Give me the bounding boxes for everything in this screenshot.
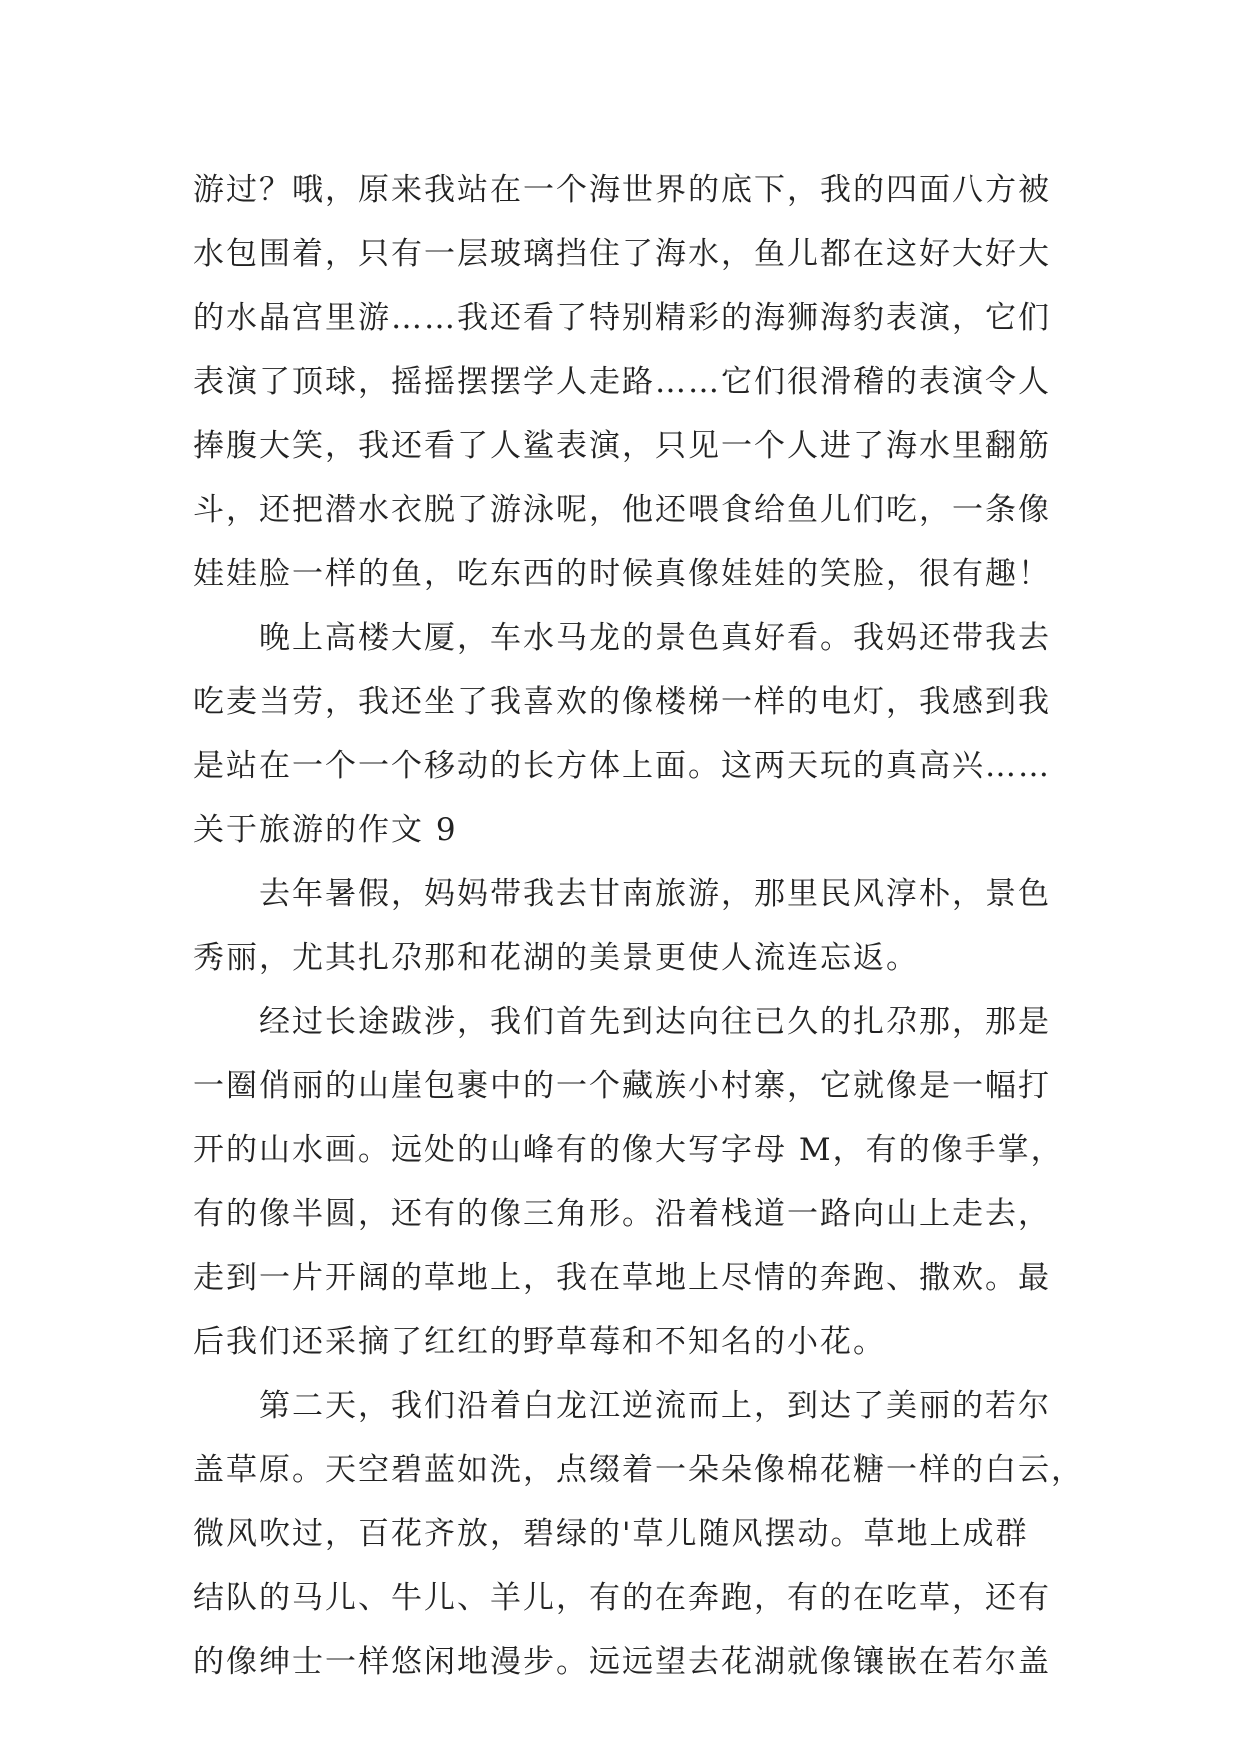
text-line: 游过？哦，原来我站在一个海世界的底下，我的四面八方被 [193, 172, 1051, 208]
text-line: 的水晶宫里游……我还看了特别精彩的海狮海豹表演，它们 [193, 300, 1051, 336]
text-line: 水包围着，只有一层玻璃挡住了海水，鱼儿都在这好大好大 [193, 236, 1051, 272]
text-line: 捧腹大笑，我还看了人鲨表演，只见一个人进了海水里翻筋 [193, 428, 1051, 464]
text-line: 微风吹过，百花齐放，碧绿的'草儿随风摆动。草地上成群 [193, 1516, 1029, 1552]
text-line: 晚上高楼大厦，车水马龙的景色真好看。我妈还带我去 [193, 620, 1051, 656]
text-line: 的像绅士一样悠闲地漫步。远远望去花湖就像镶嵌在若尔盖 [193, 1644, 1051, 1680]
text-line: 斗，还把潜水衣脱了游泳呢，他还喂食给鱼儿们吃，一条像 [193, 492, 1051, 528]
text-line: 表演了顶球，摇摇摆摆学人走路……它们很滑稽的表演令人 [193, 364, 1051, 400]
text-line: 开的山水画。远处的山峰有的像大写字母 M，有的像手掌， [193, 1132, 1064, 1168]
text-line: 一圈俏丽的山崖包裹中的一个藏族小村寨，它就像是一幅打 [193, 1068, 1051, 1104]
text-line: 后我们还采摘了红红的野草莓和不知名的小花。 [193, 1324, 886, 1360]
text-line: 秀丽，尤其扎尕那和花湖的美景更使人流连忘返。 [193, 940, 919, 976]
text-line: 去年暑假，妈妈带我去甘南旅游，那里民风淳朴，景色 [193, 876, 1051, 912]
text-line: 结队的马儿、牛儿、羊儿，有的在奔跑，有的在吃草，还有 [193, 1580, 1051, 1616]
text-line: 盖草原。天空碧蓝如洗，点缀着一朵朵像棉花糖一样的白云， [193, 1452, 1084, 1488]
text-line: 娃娃脸一样的鱼，吃东西的时候真像娃娃的笑脸，很有趣！ [193, 556, 1051, 592]
text-line: 第二天，我们沿着白龙江逆流而上，到达了美丽的若尔 [193, 1388, 1051, 1424]
document-body [193, 158, 1084, 1694]
text-line: 是站在一个一个移动的长方体上面。这两天玩的真高兴…… [193, 748, 1051, 784]
section-heading: 关于旅游的作文 9 [193, 812, 458, 848]
text-line: 经过长途跋涉，我们首先到达向往已久的扎尕那，那是 [193, 1004, 1051, 1040]
text-line: 有的像半圆，还有的像三角形。沿着栈道一路向山上走去， [193, 1196, 1051, 1232]
text-line: 吃麦当劳，我还坐了我喜欢的像楼梯一样的电灯，我感到我 [193, 684, 1051, 720]
text-line: 走到一片开阔的草地上，我在草地上尽情的奔跑、撒欢。最 [193, 1260, 1051, 1296]
